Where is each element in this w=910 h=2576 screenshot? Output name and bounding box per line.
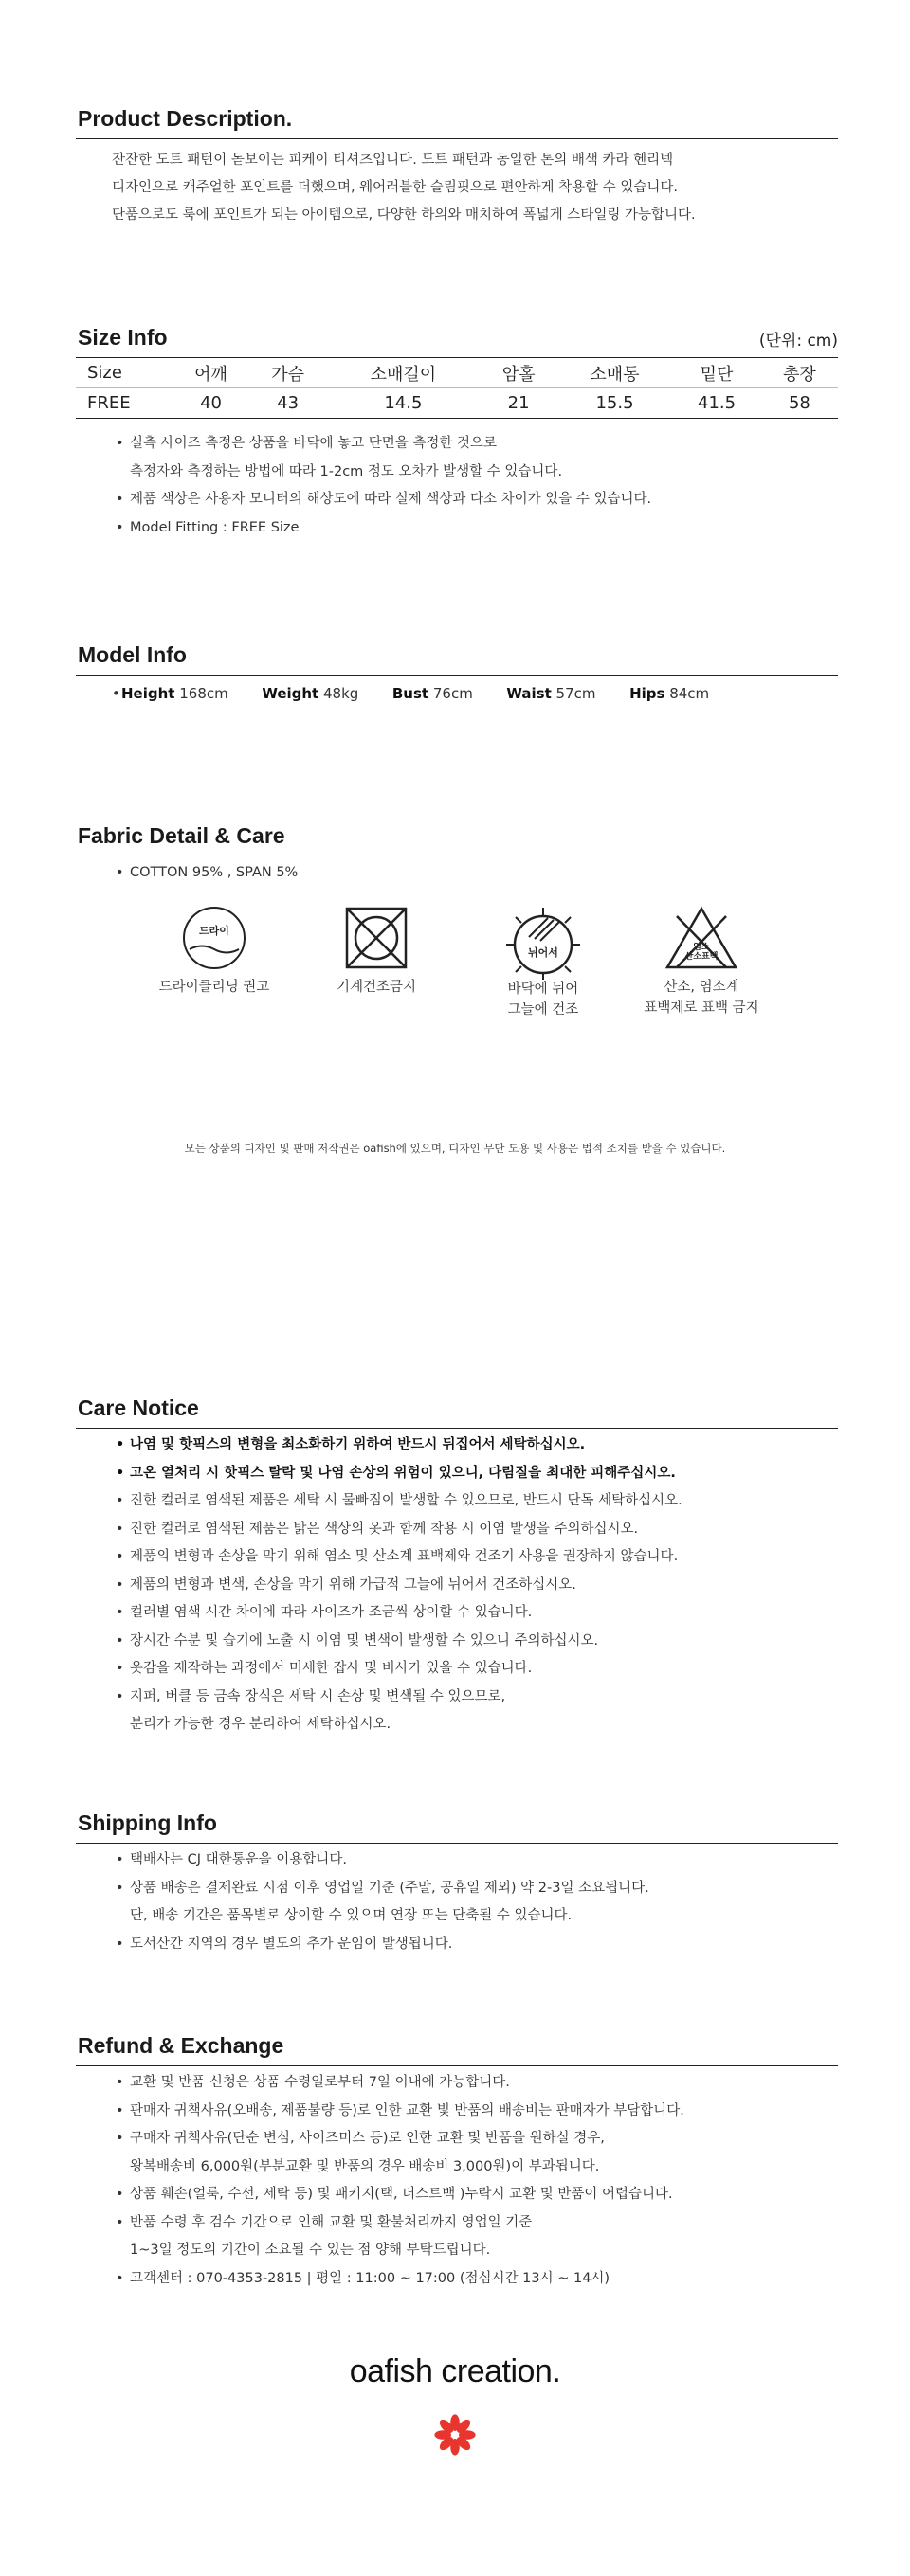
section-title: Size Info [78,325,168,350]
dry-clean-icon [181,905,247,971]
care-label-line: 표백제로 표백 금지 [644,1000,759,1016]
description-text [76,147,838,229]
fabric-composition: • COTTON 95% , SPAN 5% [120,859,838,888]
divider [76,675,838,676]
hips-label: Hips [629,685,665,702]
bust-label: Bust [391,685,429,702]
table-header-cell: 총장 [761,358,838,388]
description-line: 잔잔한 도트 패턴이 돋보이는 피케이 티셔츠입니다. 도트 패턴과 동일한 톤의 배색 카라 헨리넥 [112,153,674,168]
care-label-line: 산소, 염소계 [664,979,739,995]
table-cell: 58 [761,388,838,419]
care-item [626,905,777,1018]
badge-text: 뉘어서 [528,946,558,959]
no-tumble-dry-icon [343,905,410,971]
size-info-section [76,325,838,542]
list-item: • 실측 사이즈 측정은 상품을 바닥에 놓고 단면을 측정한 것으로 [120,430,838,459]
brand-name: oafish creation. [349,2353,561,2389]
description-line: 단품으로도 룩에 포인트가 되는 아이템으로, 다양한 하의와 매치하여 폭넓게 스타일링 가능합니다. [112,207,696,223]
table-header-cell: 가슴 [249,358,326,388]
height-label: Height [121,685,175,702]
list-item: • 진한 컬러로 염색된 제품은 밝은 색상의 옷과 함께 착용 시 이염 발생을 주의하십시오. [120,1516,838,1544]
flat-dry-shade-icon [500,905,586,981]
section-title: Model Info [78,642,187,667]
care-label [626,977,777,1018]
table-header-cell: 소매길이 [326,358,480,388]
table-header-cell: 밑단 [672,358,760,388]
care-label-line: 그늘에 건조 [507,1001,579,1018]
care-icons [76,905,838,1066]
size-notes [76,430,838,542]
table-header-row [76,358,838,388]
weight-value: 48kg [323,685,359,702]
refund-list [76,2069,838,2293]
list-item: • 상품 배송은 결제완료 시점 이후 영업일 기준 (주말, 공휴일 제외) 약 2-3일 소요됩니다. [120,1875,838,1903]
section-title: Product Description. [78,106,293,131]
list-item: • 상품 훼손(얼룩, 수선, 세탁 등) 및 패키지(택, 더스트백 )누락시 교환 및 반품이 어렵습니다. [120,2181,838,2209]
list-item: • 옷감을 제작하는 과정에서 미세한 잡사 및 비사가 있을 수 있습니다. [120,1655,838,1684]
divider [76,2065,838,2066]
divider [76,1428,838,1429]
flower-logo-icon [432,2406,478,2463]
section-title: Fabric Detail & Care [78,823,285,848]
list-item: • 도서산간 지역의 경우 별도의 추가 운임이 발생됩니다. [120,1931,838,1959]
waist-label: Waist [506,685,552,702]
table-header-cell: 어깨 [173,358,249,388]
size-table [76,357,838,419]
list-item: • 반품 수령 후 검수 기간으로 인해 교환 및 환불처리까지 영업일 기준 [120,2209,838,2238]
table-cell: 40 [173,388,249,419]
badge-text: 산소표백 [684,951,719,962]
section-title: Care Notice [78,1396,199,1420]
fabric-care-section [76,823,838,1066]
hips-value: 84cm [669,685,710,702]
table-cell: 43 [249,388,326,419]
shipping-list [76,1846,838,1958]
care-label: 기계건조금지 [336,979,417,995]
table-cell: FREE [76,388,173,419]
height-value: 168cm [179,685,228,702]
list-item: 분리가 가능한 경우 분리하여 세탁하십시오. [130,1717,391,1732]
list-item: • Model Fitting : FREE Size [120,514,838,543]
description-line: 디자인으로 캐주얼한 포인트를 더했으며, 웨어러블한 슬림핏으로 편안하게 착용할 수 있습니다. [112,180,678,195]
list-item: 1~3일 정도의 기간이 소요될 수 있는 점 양해 부탁드립니다. [130,2243,491,2258]
waist-value: 57cm [555,685,596,702]
model-measurements: • Height 168cm Weight 48kg Bust 76cm Waist 57cm Hips 84cm [112,685,710,702]
table-header-cell: 소매통 [557,358,673,388]
care-label [467,979,619,1020]
list-item: • 판매자 귀책사유(오배송, 제품불량 등)로 인한 교환 빛 반품의 배송비는 판매자가 부담합니다. [120,2098,838,2126]
care-item [300,905,452,998]
list-item: • 제품의 변형과 변색, 손상을 막기 위해 가급적 그늘에 뉘어서 건조하십시오. [120,1572,838,1600]
care-notice-list [76,1432,838,1739]
list-item: • 컬러별 염색 시간 차이에 따라 사이즈가 조금씩 상이할 수 있습니다. [120,1599,838,1628]
list-item: • 제품 색상은 사용자 모니터의 해상도에 따라 실제 색상과 다소 차이가 있을 수 있습니다. [120,486,838,514]
list-item: • 구매자 귀책사유(단순 변심, 사이즈미스 등)로 인한 교환 및 반품을 원하실 경우, [120,2125,838,2153]
divider [76,138,838,139]
copyright-notice: 모든 상품의 디자인 및 판매 저작권은 oafish에 있으며, 디자인 무단 도용 및 사용은 법적 조치를 받을 수 있습니다. [184,1142,726,1155]
size-unit: (단위: cm) [758,332,838,351]
care-item [138,905,290,998]
model-info-section [76,642,838,708]
list-item: • 고온 열처리 시 핫픽스 탈락 및 나염 손상의 위험이 있으니, 다림질을 최대한 피해주십시오. [120,1460,838,1488]
list-item: • 제품의 변형과 손상을 막기 위해 염소 및 산소계 표백제와 건조기 사용을 권장하지 않습니다. [120,1543,838,1572]
no-bleach-icon [664,905,739,971]
badge-text: 드라이 [199,924,229,937]
table-row [76,388,838,419]
list-item: • 고객센터 : 070-4353-2815 | 평일 : 11:00 ~ 17:00 (점심시간 13시 ~ 14시) [120,2265,838,2294]
list-item: • 교환 및 반품 신청은 상품 수령일로부터 7일 이내에 가능합니다. [120,2069,838,2098]
table-cell: 14.5 [326,388,480,419]
shipping-info-section [76,1810,838,1958]
care-notice-section [76,1396,838,1739]
list-item: • 진한 컬러로 염색된 제품은 세탁 시 물빠짐이 발생할 수 있으므로, 반드시 단독 세탁하십시오. [120,1487,838,1516]
table-header-cell: 암홀 [481,358,557,388]
refund-exchange-section [76,2033,838,2293]
weight-label: Weight [262,685,319,702]
fabric-list [76,859,838,888]
product-description-section [76,106,838,229]
list-item: 왕복배송비 6,000원(부분교환 및 반품의 경우 배송비 3,000원)이 부과됩니다. [130,2158,600,2174]
divider [76,1843,838,1844]
badge-text: 염소 [693,942,710,952]
section-title: Refund & Exchange [78,2033,284,2058]
table-cell: 15.5 [557,388,673,419]
care-label: 드라이클리닝 권고 [158,979,270,995]
list-item: • 나염 및 핫픽스의 변형을 최소화하기 위하여 반드시 뒤집어서 세탁하십시오. [120,1432,838,1460]
table-cell: 41.5 [672,388,760,419]
list-item: 단, 배송 기간은 품목별로 상이할 수 있으며 연장 또는 단축될 수 있습니다. [130,1908,573,1923]
list-item: 측정자와 측정하는 방법에 따라 1-2cm 정도 오차가 발생할 수 있습니다. [130,463,563,479]
bust-value: 76cm [432,685,473,702]
list-item: • 지퍼, 버클 등 금속 장식은 세탁 시 손상 및 변색될 수 있으므로, [120,1684,838,1712]
table-header-cell: Size [76,358,173,388]
section-title: Shipping Info [78,1810,217,1835]
care-label-line: 바닥에 뉘어 [507,981,579,997]
list-item: • 택배사는 CJ 대한통운을 이용합니다. [120,1846,838,1875]
table-cell: 21 [481,388,557,419]
list-item: • 장시간 수분 및 습기에 노출 시 이염 및 변색이 발생할 수 있으니 주의하십시오. [120,1628,838,1656]
care-item [467,905,619,1020]
